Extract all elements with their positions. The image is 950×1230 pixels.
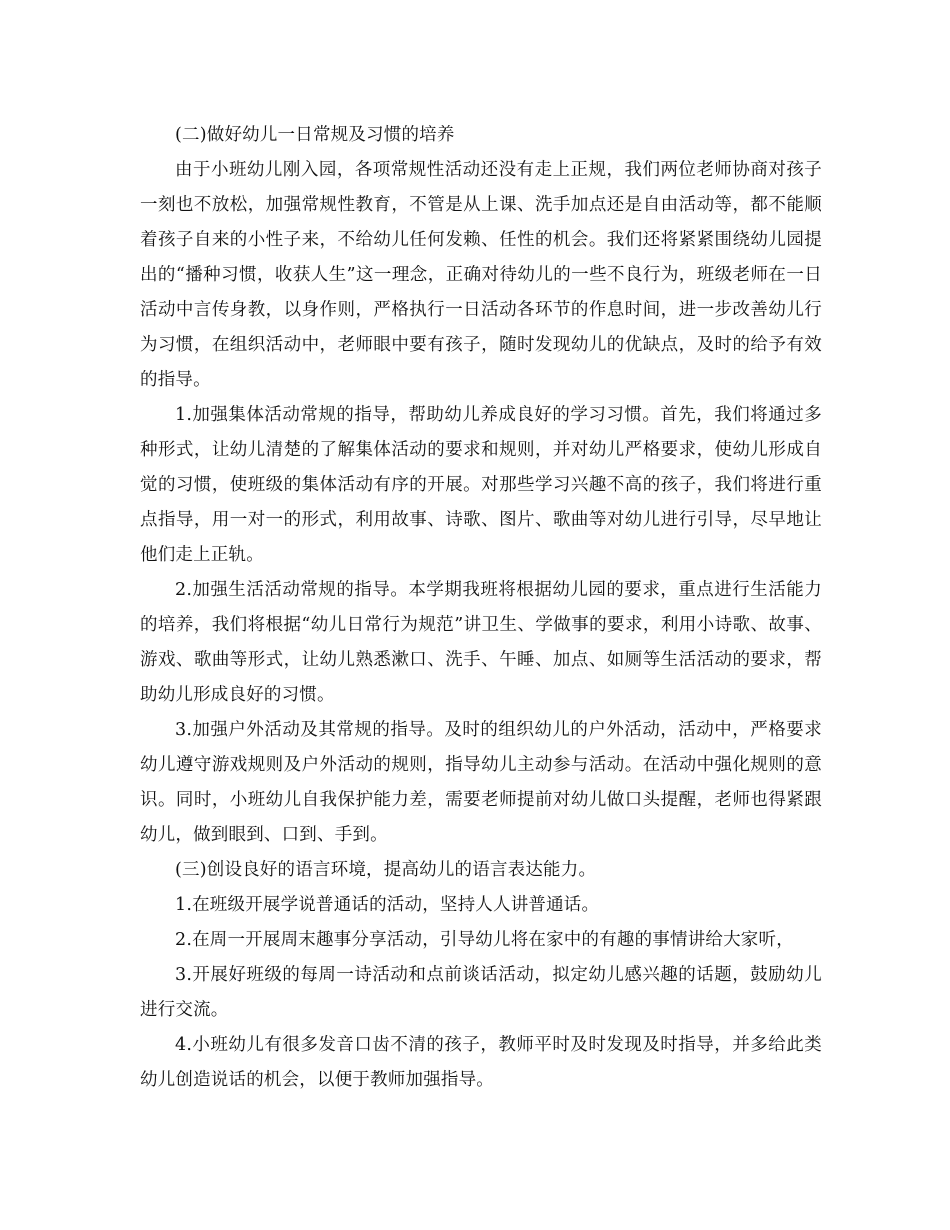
section-heading-2: (二)做好幼儿一日常规及习惯的培养 [175,125,455,145]
section-heading-3: (三)创设良好的语言环境，提高幼儿的语言表达能力。 [175,860,597,880]
list-item: 4.小班幼儿有很多发音口齿不清的孩子，教师平时及时发现及时指导，并多给此类幼儿创造说话的机会，以便于教师加强指导。 [140,1035,822,1090]
body-paragraph: 1.加强集体活动常规的指导，帮助幼儿养成良好的学习习惯。首先，我们将通过多种形式，让幼儿清楚的了解集体活动的要求和规则，并对幼儿严格要求，使幼儿形成自觉的习惯，使班级的集体活动有序的开展。对那些学习兴趣不高的孩子，我们将进行重点指导，用一对一的形式，利用故事、诗歌、图片、歌曲等对幼儿进行引导，尽早地让他们走上正轨。 [140,405,822,565]
body-paragraph: 由于小班幼儿刚入园，各项常规性活动还没有走上正规，我们两位老师协商对孩子一刻也不放松，加强常规性教育，不管是从上课、洗手加点还是自由活动等，都不能顺着孩子自来的小性子来，不给幼儿任何发赖、任性的机会。我们还将紧紧围绕幼儿园提出的“播种习惯，收获人生”这一理念，正确对待幼儿的一些不良行为，班级老师在一日活动中言传身教，以身作则，严格执行一日活动各环节的作息时间，进一步改善幼儿行为习惯，在组织活动中，老师眼中要有孩子，随时发现幼儿的优缺点，及时的给予有效的指导。 [140,160,822,390]
body-paragraph: 2.加强生活活动常规的指导。本学期我班将根据幼儿园的要求，重点进行生活能力的培养，我们将根据“幼儿日常行为规范”讲卫生、学做事的要求，利用小诗歌、故事、游戏、歌曲等形式，让幼儿熟悉漱口、洗手、午睡、加点、如厕等生活活动的要求，帮助幼儿形成良好的习惯。 [140,580,822,705]
list-item: 3.开展好班级的每周一诗活动和点前谈话活动，拟定幼儿感兴趣的话题，鼓励幼儿进行交流。 [140,965,822,1020]
list-item: 2.在周一开展周末趣事分享活动，引导幼儿将在家中的有趣的事情讲给大家听， [175,930,794,950]
list-item: 1.在班级开展学说普通话的活动，坚持人人讲普通话。 [175,895,600,915]
body-paragraph: 3.加强户外活动及其常规的指导。及时的组织幼儿的户外活动，活动中，严格要求幼儿遵守游戏规则及户外活动的规则，指导幼儿主动参与活动。在活动中强化规则的意识。同时，小班幼儿自我保护能力差，需要老师提前对幼儿做口头提醒，老师也得紧跟幼儿，做到眼到、口到、手到。 [140,720,822,845]
